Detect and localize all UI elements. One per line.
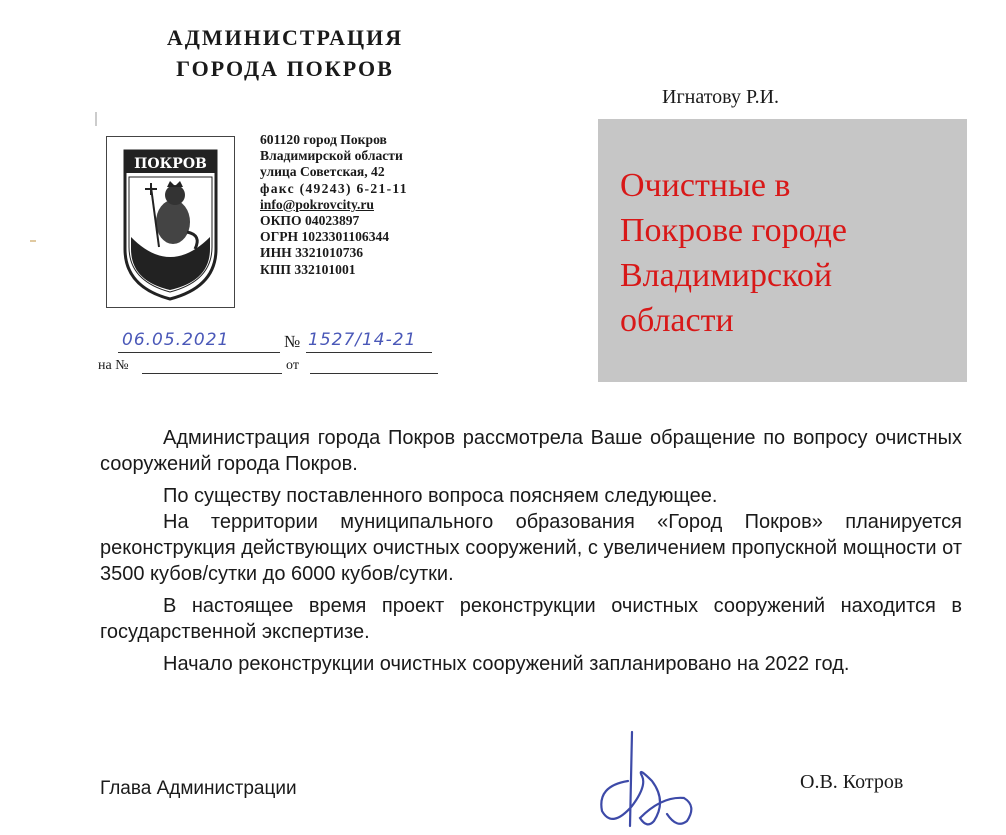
registration-line	[108, 332, 453, 356]
addressee: Игнатову Р.И.	[662, 86, 780, 108]
address-line1: 601120 город Покров	[260, 132, 387, 147]
coat-of-arms-icon	[107, 137, 234, 307]
okpo-code: ОКПО 04023897	[260, 213, 360, 229]
overlay-line: Покрове городе	[620, 212, 848, 249]
org-name-line1: АДМИНИСТРАЦИЯ	[166, 25, 404, 50]
signature-icon	[592, 726, 702, 830]
handwritten-number: 1527/14-21	[308, 330, 417, 350]
signatory-name: О.В. Котров	[800, 771, 904, 793]
reference-label: на №	[98, 358, 129, 373]
body-paragraph: Начало реконструкции очистных сооружений запланировано на 2022 год.	[163, 653, 850, 675]
scan-mark	[30, 240, 36, 242]
date-underline	[118, 352, 280, 353]
email-link[interactable]: info@pokrovcity.ru	[260, 196, 374, 212]
address-line2: Владимирской области	[260, 148, 403, 164]
scan-mark	[95, 112, 97, 126]
overlay-line: области	[620, 302, 734, 339]
fax-number: факс (49243) 6-21-11	[260, 180, 408, 196]
street-address: улица Советская, 42	[260, 164, 385, 180]
org-name-line2: ГОРОДА ПОКРОВ	[176, 56, 394, 81]
contacts-block	[260, 132, 408, 278]
number-underline	[306, 352, 432, 353]
body-paragraph: Администрация города Покров рассмотрела Ваше обращение по вопросу очистных сооружений города Покров.	[100, 427, 962, 475]
organization-header	[140, 22, 430, 84]
reference-underline	[142, 373, 282, 374]
coat-label: ПОКРОВ	[134, 156, 207, 172]
overlay-line: Владимирской	[620, 257, 833, 294]
body-paragraph: По существу поставленного вопроса поясняем следующее.	[163, 485, 718, 507]
number-label: №	[284, 332, 301, 351]
inn-code: ИНН 3321010736	[260, 245, 364, 261]
body-paragraph: В настоящее время проект реконструкции очистных сооружений находится в государственной экспертизе.	[100, 595, 962, 643]
overlay-line: Очистные в	[620, 167, 791, 204]
from-label: от	[286, 358, 299, 373]
from-underline	[310, 373, 438, 374]
body-paragraph: На территории муниципального образования «Город Покров» планируется реконструкция действующих очистных сооружений, с увеличением пропускной мощности от 3500 кубов/сутки до 6000 кубов/сутки.	[100, 511, 962, 585]
kpp-code: КПП 332101001	[260, 261, 356, 277]
letter-body	[100, 425, 962, 677]
ogrn-code: ОГРН 1023301106344	[260, 229, 390, 245]
coat-of-arms	[106, 136, 235, 308]
signatory-position: Глава Администрации	[100, 778, 297, 799]
overlay-caption	[620, 163, 960, 343]
handwritten-date: 06.05.2021	[122, 330, 230, 350]
reference-line	[98, 358, 453, 378]
signature	[592, 726, 702, 830]
